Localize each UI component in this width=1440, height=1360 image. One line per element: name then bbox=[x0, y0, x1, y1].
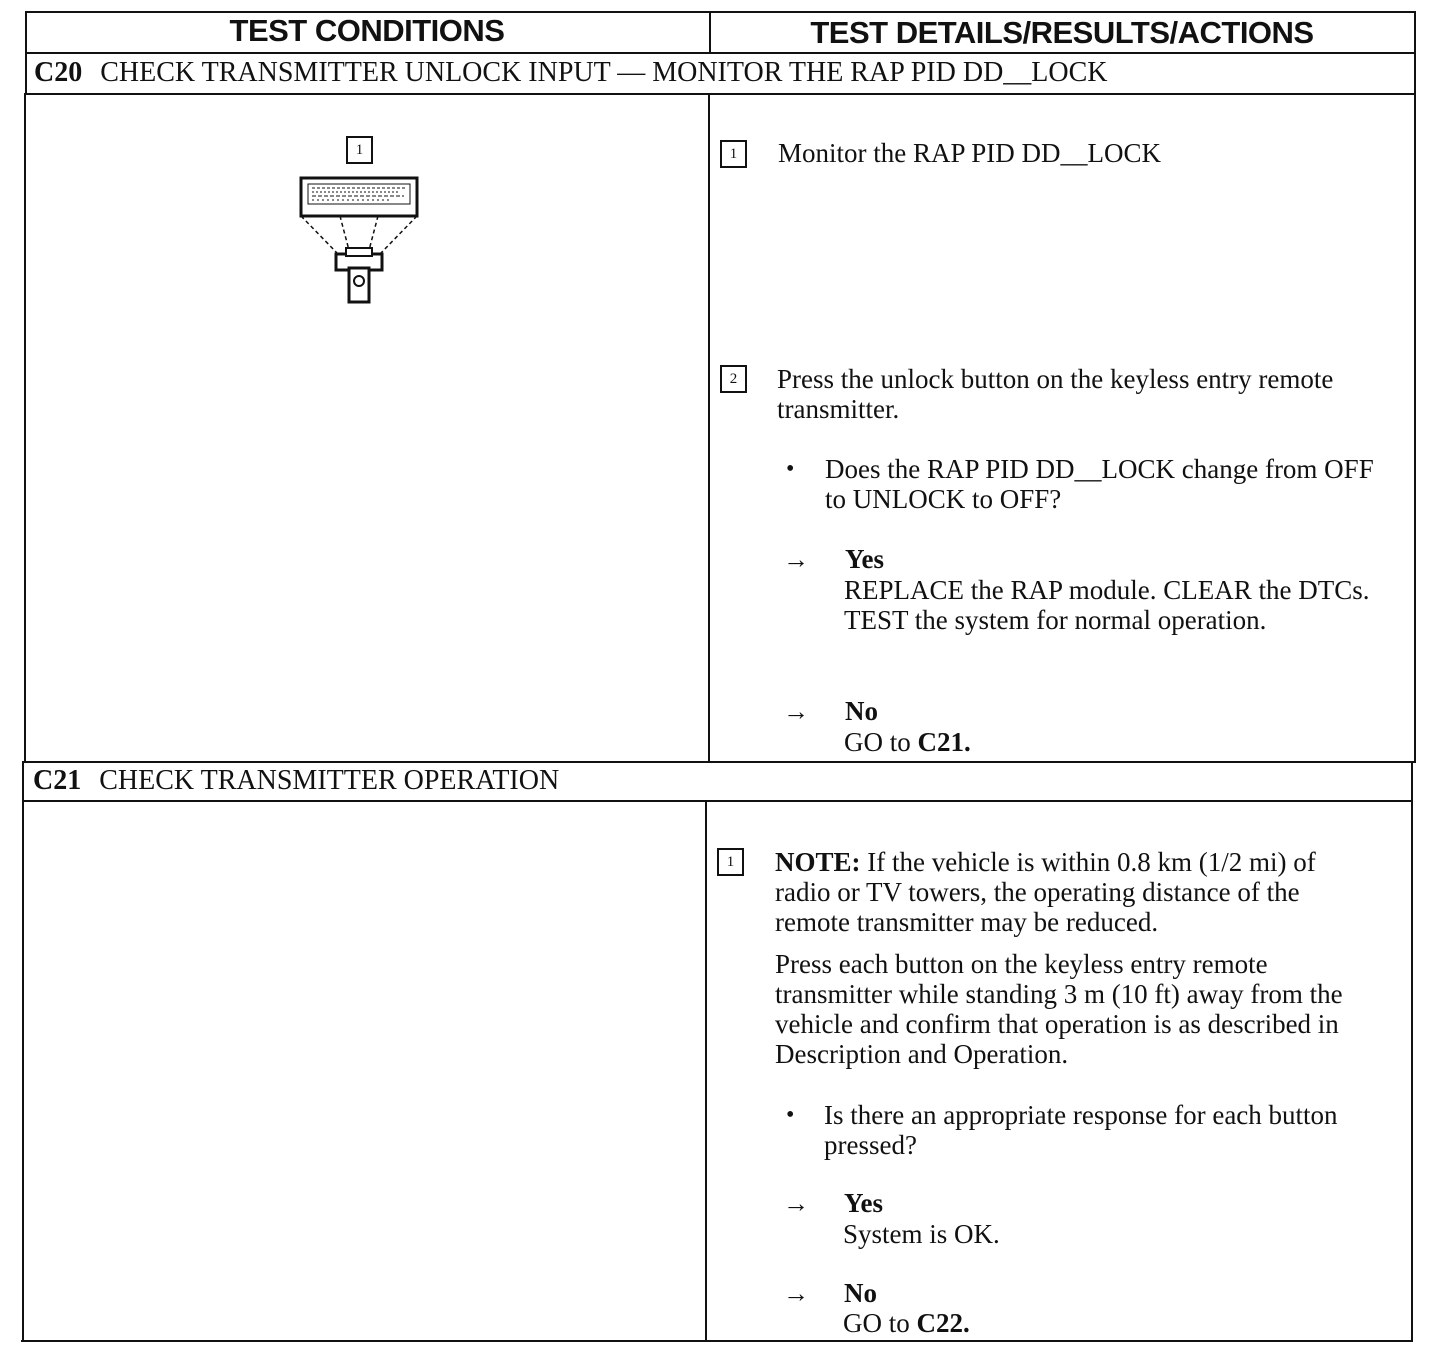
rule bbox=[22, 800, 1412, 802]
arrow-icon: → bbox=[783, 1279, 809, 1308]
rule bbox=[21, 1340, 1411, 1342]
go-to-text: GO to bbox=[844, 727, 911, 757]
rule bbox=[1411, 761, 1413, 1342]
section-title-c20 bbox=[34, 57, 1108, 89]
c21-question: Is there an appropriate response for each button pressed? bbox=[824, 1100, 1338, 1160]
step-number-box: 1 bbox=[720, 140, 747, 168]
section-code: C20 bbox=[34, 57, 83, 88]
rule bbox=[1414, 11, 1416, 763]
bullet: • bbox=[786, 456, 795, 482]
c21-no-label: No bbox=[844, 1278, 877, 1308]
rule bbox=[24, 93, 26, 763]
section-title-text: CHECK TRANSMITTER UNLOCK INPUT — MONITOR THE RAP PID DD__LOCK bbox=[100, 57, 1108, 88]
step-number-box: 1 bbox=[717, 848, 744, 876]
go-to-target: C21. bbox=[917, 727, 971, 757]
c21-instruction: Press each button on the keyless entry remote transmitter while standing 3 m (10 ft) away from the vehicle and confirm that operation is as described in Description and Operation. bbox=[775, 949, 1343, 1069]
go-to-target: C22. bbox=[916, 1308, 970, 1338]
bullet: • bbox=[786, 1102, 795, 1128]
rule bbox=[705, 800, 707, 1342]
header-test-details: TEST DETAILS/RESULTS/ACTIONS bbox=[810, 15, 1314, 50]
arrow-icon: → bbox=[783, 1189, 809, 1218]
rule bbox=[25, 52, 1416, 54]
arrow-icon: → bbox=[783, 697, 809, 726]
section-code: C21 bbox=[33, 765, 82, 796]
c21-yes-text: System is OK. bbox=[843, 1219, 1000, 1249]
rule bbox=[22, 761, 1414, 763]
step-number-box: 1 bbox=[346, 136, 373, 164]
c20-step2-text: Press the unlock button on the keyless entry remote transmitter. bbox=[777, 364, 1334, 424]
c20-no-label: No bbox=[845, 696, 878, 726]
go-to-text: GO to bbox=[843, 1308, 910, 1338]
scan-tool-illustration bbox=[290, 170, 430, 310]
c21-yes-label: Yes bbox=[844, 1188, 883, 1218]
c20-question: Does the RAP PID DD__LOCK change from OFF to UNLOCK to OFF? bbox=[825, 454, 1374, 514]
section-title-text: CHECK TRANSMITTER OPERATION bbox=[99, 765, 560, 796]
c21-no-text bbox=[843, 1308, 970, 1338]
c21-note bbox=[775, 847, 1375, 937]
rule bbox=[22, 761, 24, 1342]
rule bbox=[25, 93, 1416, 95]
note-label: NOTE: bbox=[775, 847, 861, 877]
c20-no-text bbox=[844, 727, 971, 757]
step-number-box: 2 bbox=[720, 365, 747, 393]
rule bbox=[708, 93, 710, 763]
note-text: If the vehicle is within 0.8 km (1/2 mi) of radio or TV towers, the operating distance of the remote transmitter may be reduced. bbox=[775, 847, 1316, 937]
header-test-conditions: TEST CONDITIONS bbox=[229, 13, 505, 48]
section-title-c21 bbox=[33, 765, 559, 797]
c20-yes-label: Yes bbox=[845, 544, 884, 574]
c20-yes-text: REPLACE the RAP module. CLEAR the DTCs. TEST the system for normal operation. bbox=[844, 575, 1370, 635]
arrow-icon: → bbox=[783, 545, 809, 574]
c20-step1-text: Monitor the RAP PID DD__LOCK bbox=[778, 138, 1162, 168]
